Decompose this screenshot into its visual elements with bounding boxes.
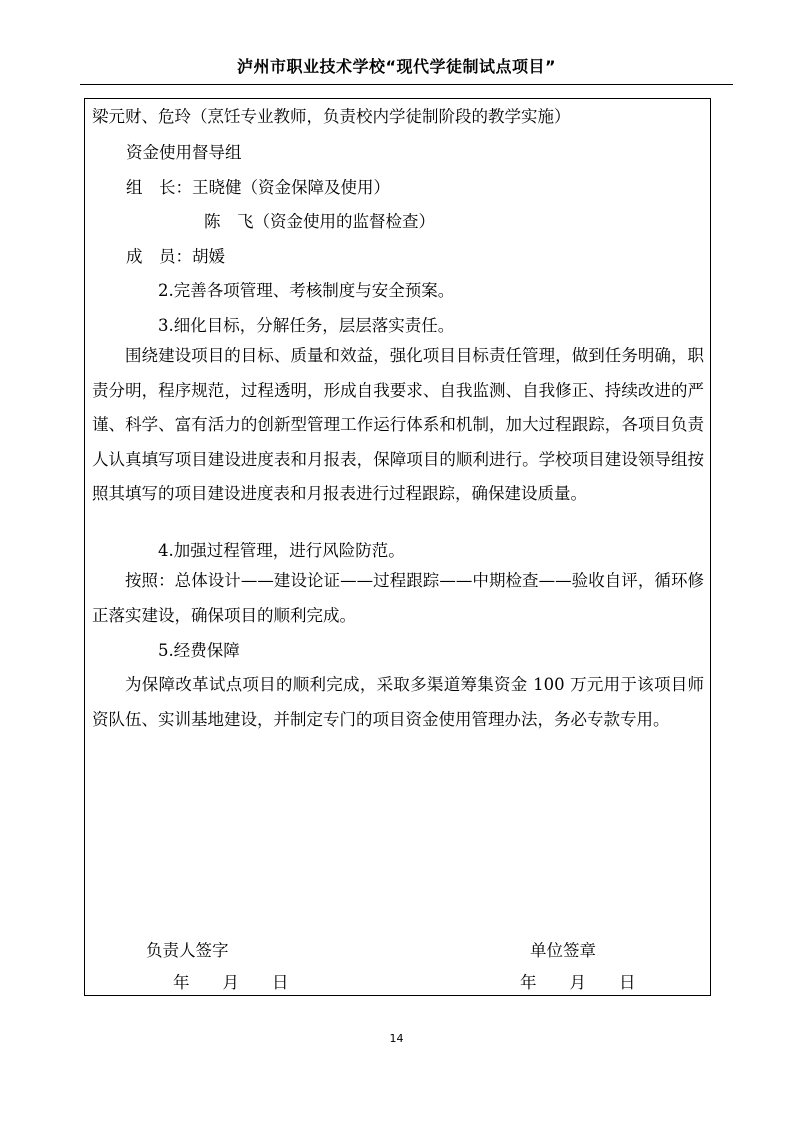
leader-primary: 王晓健（资金保障及使用） — [192, 178, 390, 197]
paragraph-management: 围绕建设项目的目标、质量和效益，强化项目目标责任管理，做到任务明确，职责分明，程序规范，过程透明，形成自我要求、自我监测、自我修正、持续改进的严谨、科学、富有活力的创新型管理工作运行体系和机制，加大过程跟踪，各项目负责人认真填写项目建设进度表和月报表，保障项目的顺利进行。学校项目建设领导组按照其填写的项目建设进度表和月报表进行过程跟踪，确保建设质量。 — [92, 346, 704, 504]
leader-label: 组 长： — [126, 178, 192, 197]
member-label: 成 员： — [126, 247, 192, 266]
signature-right-label: 单位签章 — [530, 941, 596, 960]
member-name: 胡媛 — [192, 247, 225, 266]
item-3: 3.细化目标，分解任务，层层落实责任。 — [158, 316, 455, 335]
header-rule — [80, 84, 733, 85]
page-number: 14 — [389, 1032, 404, 1045]
signature-left-label: 负责人签字 — [146, 941, 229, 960]
item-4: 4.加强过程管理，进行风险防范。 — [158, 541, 405, 560]
item-5: 5.经费保障 — [158, 641, 240, 660]
line-team-members: 梁元财、危玲（烹饪专业教师，负责校内学徒制阶段的教学实施） — [92, 107, 571, 126]
item-2: 2.完善各项管理、考核制度与安全预案。 — [158, 281, 455, 300]
leader-secondary: 陈 飞（资金使用的监督检查） — [204, 212, 435, 231]
group-title: 资金使用督导组 — [126, 143, 242, 162]
date-left: 年 月 日 — [173, 973, 289, 992]
paragraph-process: 按照：总体设计——建设论证——过程跟踪——中期检查——验收自评，循环修正落实建设，确保项目的顺利完成。 — [92, 571, 704, 625]
date-right: 年 月 日 — [520, 973, 636, 992]
paragraph-funding: 为保障改革试点项目的顺利完成，采取多渠道筹集资金 100 万元用于该项目师资队伍、实训基地建设，并制定专门的项目资金使用管理办法，务必专款专用。 — [92, 675, 704, 729]
member-row — [126, 246, 225, 268]
header-title: 泸州市职业技术学校“现代学徒制试点项目” — [236, 57, 557, 76]
leader-row — [126, 177, 390, 199]
